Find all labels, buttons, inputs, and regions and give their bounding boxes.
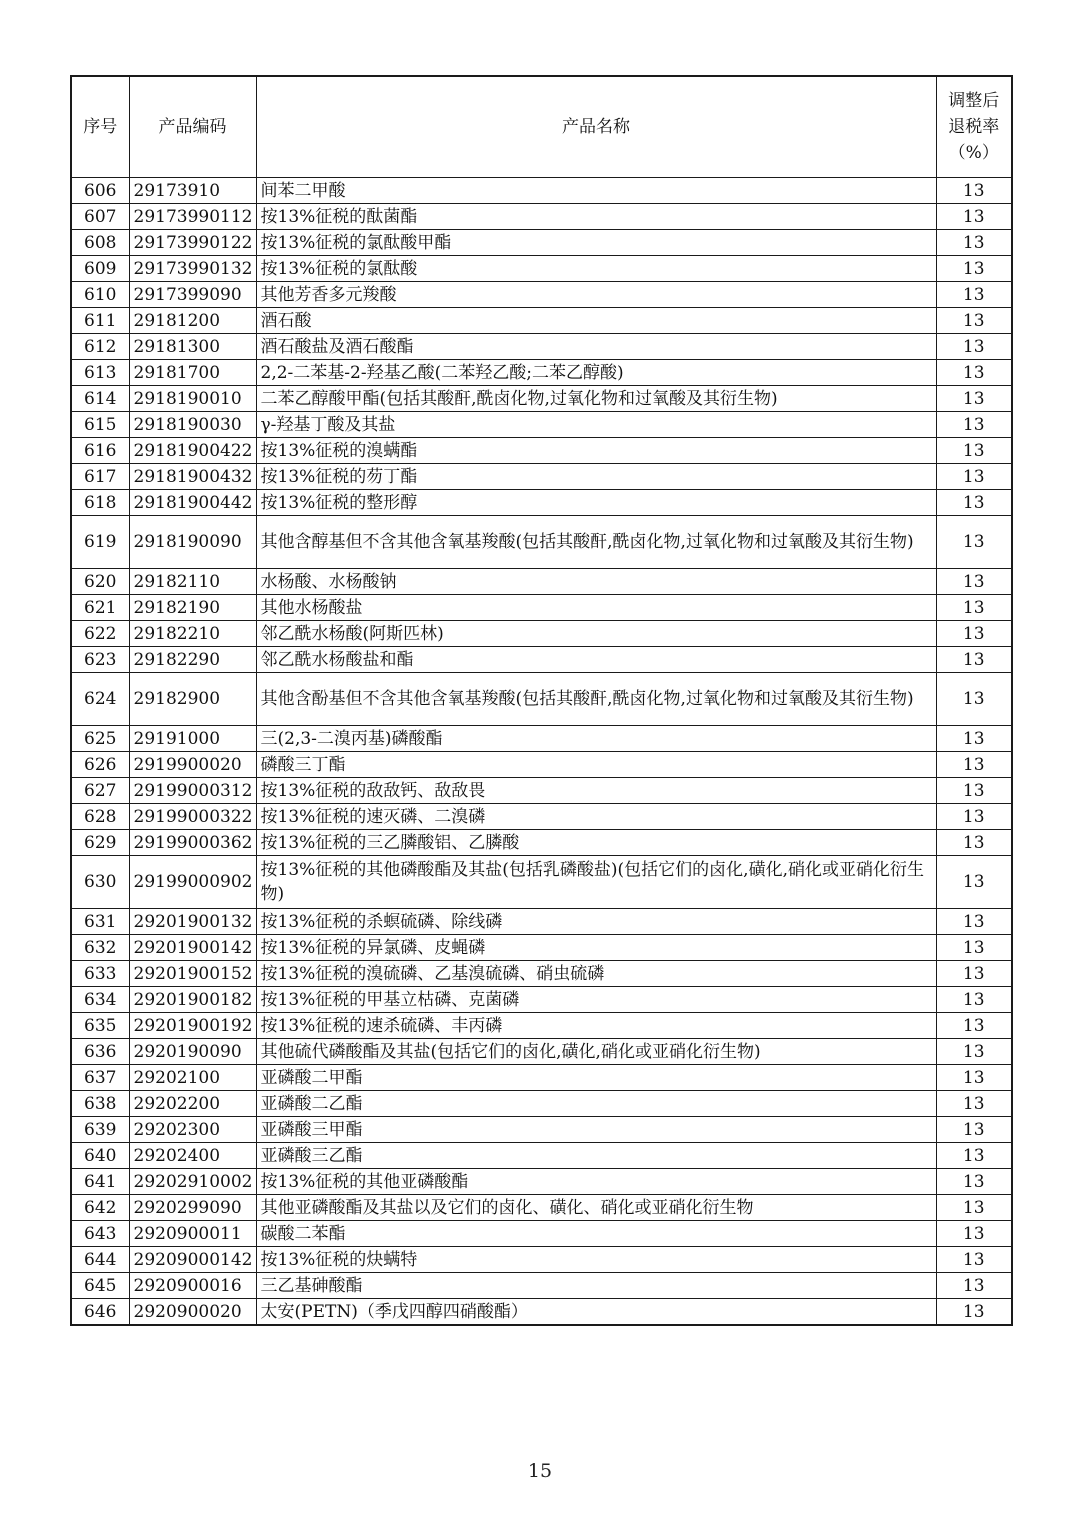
cell-name: 二苯乙醇酸甲酯(包括其酸酐,酰卤化物,过氧化物和过氧酸及其衍生物)	[256, 386, 936, 412]
cell-rate: 13	[936, 464, 1012, 490]
table-row	[71, 464, 1012, 490]
table-row	[71, 1117, 1012, 1143]
cell-name: 磷酸三丁酯	[256, 752, 936, 778]
cell-seq: 618	[71, 490, 129, 516]
table-row	[71, 386, 1012, 412]
cell-rate: 13	[936, 386, 1012, 412]
cell-name: 三乙基砷酸酯	[256, 1273, 936, 1299]
cell-rate: 13	[936, 1273, 1012, 1299]
table-header	[71, 76, 1012, 178]
table-row	[71, 1273, 1012, 1299]
table-row	[71, 1169, 1012, 1195]
cell-name: 按13%征税的整形醇	[256, 490, 936, 516]
cell-code: 29173910	[129, 178, 256, 204]
table-row	[71, 1013, 1012, 1039]
cell-name: 按13%征税的溴硫磷、乙基溴硫磷、硝虫硫磷	[256, 961, 936, 987]
cell-seq: 630	[71, 856, 129, 909]
cell-code: 29199000312	[129, 778, 256, 804]
cell-code: 29202200	[129, 1091, 256, 1117]
cell-rate: 13	[936, 204, 1012, 230]
cell-code: 2918190030	[129, 412, 256, 438]
table-row	[71, 360, 1012, 386]
cell-code: 29191000	[129, 726, 256, 752]
table-row	[71, 909, 1012, 935]
cell-name: 其他含醇基但不含其他含氧基羧酸(包括其酸酐,酰卤化物,过氧化物和过氧酸及其衍生物)	[256, 516, 936, 569]
header-code: 产品编码	[129, 76, 256, 178]
cell-rate: 13	[936, 673, 1012, 726]
table-row	[71, 412, 1012, 438]
cell-seq: 622	[71, 621, 129, 647]
cell-seq: 617	[71, 464, 129, 490]
table-row	[71, 516, 1012, 569]
cell-seq: 606	[71, 178, 129, 204]
cell-code: 2919900020	[129, 752, 256, 778]
cell-seq: 628	[71, 804, 129, 830]
table-row	[71, 438, 1012, 464]
cell-rate: 13	[936, 1013, 1012, 1039]
header-seq: 序号	[71, 76, 129, 178]
cell-name: γ-羟基丁酸及其盐	[256, 412, 936, 438]
cell-code: 29182110	[129, 569, 256, 595]
cell-code: 2920900020	[129, 1299, 256, 1326]
cell-rate: 13	[936, 178, 1012, 204]
cell-seq: 619	[71, 516, 129, 569]
cell-seq: 611	[71, 308, 129, 334]
cell-name: 其他含酚基但不含其他含氧基羧酸(包括其酸酐,酰卤化物,过氧化物和过氧酸及其衍生物)	[256, 673, 936, 726]
cell-seq: 616	[71, 438, 129, 464]
cell-name: 按13%征税的溴螨酯	[256, 438, 936, 464]
cell-seq: 640	[71, 1143, 129, 1169]
cell-name: 酒石酸	[256, 308, 936, 334]
table-row	[71, 282, 1012, 308]
cell-seq: 620	[71, 569, 129, 595]
cell-rate: 13	[936, 1195, 1012, 1221]
cell-code: 29173990132	[129, 256, 256, 282]
table-row	[71, 673, 1012, 726]
cell-name: 三(2,3-二溴丙基)磷酸酯	[256, 726, 936, 752]
cell-seq: 632	[71, 935, 129, 961]
cell-rate: 13	[936, 1065, 1012, 1091]
cell-code: 29202910002	[129, 1169, 256, 1195]
cell-code: 29182290	[129, 647, 256, 673]
cell-rate: 13	[936, 909, 1012, 935]
cell-rate: 13	[936, 1247, 1012, 1273]
header-row	[71, 76, 1012, 178]
header-rate	[936, 76, 1012, 178]
cell-code: 2920190090	[129, 1039, 256, 1065]
cell-code: 29182900	[129, 673, 256, 726]
cell-name: 其他硫代磷酸酯及其盐(包括它们的卤化,磺化,硝化或亚硝化衍生物)	[256, 1039, 936, 1065]
cell-rate: 13	[936, 1117, 1012, 1143]
cell-seq: 610	[71, 282, 129, 308]
cell-seq: 645	[71, 1273, 129, 1299]
cell-name: 按13%征税的其他亚磷酸酯	[256, 1169, 936, 1195]
cell-rate: 13	[936, 987, 1012, 1013]
cell-rate: 13	[936, 647, 1012, 673]
table-body	[71, 178, 1012, 1326]
cell-seq: 615	[71, 412, 129, 438]
cell-rate: 13	[936, 308, 1012, 334]
cell-code: 29201900132	[129, 909, 256, 935]
cell-rate: 13	[936, 1039, 1012, 1065]
table-row	[71, 830, 1012, 856]
table-row	[71, 621, 1012, 647]
table-row	[71, 334, 1012, 360]
cell-name: 亚磷酸三甲酯	[256, 1117, 936, 1143]
cell-seq: 629	[71, 830, 129, 856]
cell-name: 按13%征税的速灭磷、二溴磷	[256, 804, 936, 830]
cell-code: 29173990122	[129, 230, 256, 256]
cell-seq: 631	[71, 909, 129, 935]
cell-name: 亚磷酸二甲酯	[256, 1065, 936, 1091]
cell-code: 29202300	[129, 1117, 256, 1143]
cell-name: 碳酸二苯酯	[256, 1221, 936, 1247]
cell-code: 29199000322	[129, 804, 256, 830]
cell-rate: 13	[936, 1299, 1012, 1326]
cell-code: 29182210	[129, 621, 256, 647]
cell-name: 按13%征税的甲基立枯磷、克菌磷	[256, 987, 936, 1013]
cell-name: 按13%征税的异氯磷、皮蝇磷	[256, 935, 936, 961]
cell-code: 29182190	[129, 595, 256, 621]
cell-seq: 625	[71, 726, 129, 752]
cell-seq: 642	[71, 1195, 129, 1221]
cell-name: 其他亚磷酸酯及其盐以及它们的卤化、磺化、硝化或亚硝化衍生物	[256, 1195, 936, 1221]
cell-rate: 13	[936, 1221, 1012, 1247]
cell-rate: 13	[936, 282, 1012, 308]
header-rate-line-2: 退税率	[948, 117, 1000, 137]
cell-name: 邻乙酰水杨酸盐和酯	[256, 647, 936, 673]
cell-code: 29199000902	[129, 856, 256, 909]
header-rate-line-1: 调整后	[948, 91, 1000, 111]
table-row	[71, 935, 1012, 961]
cell-rate: 13	[936, 804, 1012, 830]
cell-name: 间苯二甲酸	[256, 178, 936, 204]
cell-rate: 13	[936, 961, 1012, 987]
cell-seq: 633	[71, 961, 129, 987]
cell-rate: 13	[936, 516, 1012, 569]
cell-name: 按13%征税的氯酞酸	[256, 256, 936, 282]
cell-rate: 13	[936, 569, 1012, 595]
table-row	[71, 856, 1012, 909]
cell-code: 29201900192	[129, 1013, 256, 1039]
cell-rate: 13	[936, 1091, 1012, 1117]
cell-rate: 13	[936, 778, 1012, 804]
cell-name: 按13%征税的杀螟硫磷、除线磷	[256, 909, 936, 935]
table-row	[71, 987, 1012, 1013]
table-row	[71, 752, 1012, 778]
cell-rate: 13	[936, 438, 1012, 464]
cell-code: 29202100	[129, 1065, 256, 1091]
table-row	[71, 256, 1012, 282]
cell-rate: 13	[936, 726, 1012, 752]
cell-seq: 609	[71, 256, 129, 282]
cell-name: 按13%征税的敌敌钙、敌敌畏	[256, 778, 936, 804]
table-row	[71, 1195, 1012, 1221]
cell-rate: 13	[936, 856, 1012, 909]
cell-rate: 13	[936, 360, 1012, 386]
cell-name: 水杨酸、水杨酸钠	[256, 569, 936, 595]
cell-code: 29201900152	[129, 961, 256, 987]
table-row	[71, 595, 1012, 621]
rebate-rate-table	[70, 75, 1013, 1326]
table-row	[71, 569, 1012, 595]
cell-rate: 13	[936, 595, 1012, 621]
cell-code: 29202400	[129, 1143, 256, 1169]
table-row	[71, 308, 1012, 334]
cell-name: 按13%征税的速杀硫磷、丰丙磷	[256, 1013, 936, 1039]
cell-code: 29209000142	[129, 1247, 256, 1273]
cell-seq: 643	[71, 1221, 129, 1247]
cell-seq: 621	[71, 595, 129, 621]
cell-code: 29181200	[129, 308, 256, 334]
cell-name: 按13%征税的酞菌酯	[256, 204, 936, 230]
header-name: 产品名称	[256, 76, 936, 178]
table-row	[71, 1065, 1012, 1091]
cell-code: 29201900142	[129, 935, 256, 961]
cell-code: 2920900016	[129, 1273, 256, 1299]
cell-name: 亚磷酸三乙酯	[256, 1143, 936, 1169]
cell-rate: 13	[936, 752, 1012, 778]
table-row	[71, 1221, 1012, 1247]
cell-seq: 623	[71, 647, 129, 673]
cell-name: 太安(PETN)（季戊四醇四硝酸酯）	[256, 1299, 936, 1326]
table-row	[71, 778, 1012, 804]
table-row	[71, 178, 1012, 204]
table-row	[71, 1091, 1012, 1117]
cell-name: 按13%征税的其他磷酸酯及其盐(包括乳磷酸盐)(包括它们的卤化,磺化,硝化或亚硝化衍生物)	[256, 856, 936, 909]
cell-code: 29201900182	[129, 987, 256, 1013]
cell-rate: 13	[936, 1143, 1012, 1169]
cell-name: 其他水杨酸盐	[256, 595, 936, 621]
cell-code: 29181900432	[129, 464, 256, 490]
cell-name: 按13%征税的氯酞酸甲酯	[256, 230, 936, 256]
table-row	[71, 804, 1012, 830]
cell-seq: 612	[71, 334, 129, 360]
table-row	[71, 726, 1012, 752]
cell-rate: 13	[936, 256, 1012, 282]
table-row	[71, 1299, 1012, 1326]
cell-seq: 638	[71, 1091, 129, 1117]
cell-code: 29181900422	[129, 438, 256, 464]
cell-name: 按13%征税的炔螨特	[256, 1247, 936, 1273]
cell-seq: 624	[71, 673, 129, 726]
cell-code: 29181700	[129, 360, 256, 386]
cell-rate: 13	[936, 490, 1012, 516]
cell-name: 按13%征税的芴丁酯	[256, 464, 936, 490]
cell-seq: 607	[71, 204, 129, 230]
header-rate-line-3: （%）	[948, 143, 999, 163]
cell-seq: 641	[71, 1169, 129, 1195]
cell-seq: 626	[71, 752, 129, 778]
cell-seq: 637	[71, 1065, 129, 1091]
cell-code: 2920900011	[129, 1221, 256, 1247]
cell-seq: 635	[71, 1013, 129, 1039]
cell-rate: 13	[936, 230, 1012, 256]
cell-seq: 614	[71, 386, 129, 412]
cell-rate: 13	[936, 830, 1012, 856]
cell-seq: 627	[71, 778, 129, 804]
table-row	[71, 647, 1012, 673]
table-row	[71, 1143, 1012, 1169]
table-row	[71, 1247, 1012, 1273]
cell-rate: 13	[936, 1169, 1012, 1195]
cell-name: 酒石酸盐及酒石酸酯	[256, 334, 936, 360]
cell-code: 29173990112	[129, 204, 256, 230]
cell-rate: 13	[936, 621, 1012, 647]
cell-name: 其他芳香多元羧酸	[256, 282, 936, 308]
cell-code: 29181900442	[129, 490, 256, 516]
cell-rate: 13	[936, 412, 1012, 438]
table-row	[71, 1039, 1012, 1065]
page-number: 15	[527, 1460, 553, 1482]
cell-seq: 644	[71, 1247, 129, 1273]
table-row	[71, 230, 1012, 256]
cell-name: 邻乙酰水杨酸(阿斯匹林)	[256, 621, 936, 647]
cell-seq: 646	[71, 1299, 129, 1326]
cell-code: 2920299090	[129, 1195, 256, 1221]
cell-seq: 613	[71, 360, 129, 386]
cell-name: 按13%征税的三乙膦酸铝、乙膦酸	[256, 830, 936, 856]
cell-code: 29199000362	[129, 830, 256, 856]
cell-code: 2918190090	[129, 516, 256, 569]
cell-code: 2917399090	[129, 282, 256, 308]
cell-seq: 636	[71, 1039, 129, 1065]
cell-name: 亚磷酸二乙酯	[256, 1091, 936, 1117]
table-row	[71, 204, 1012, 230]
cell-code: 29181300	[129, 334, 256, 360]
cell-rate: 13	[936, 935, 1012, 961]
cell-seq: 608	[71, 230, 129, 256]
cell-rate: 13	[936, 334, 1012, 360]
cell-seq: 634	[71, 987, 129, 1013]
cell-name: 2,2-二苯基-2-羟基乙酸(二苯羟乙酸;二苯乙醇酸)	[256, 360, 936, 386]
cell-seq: 639	[71, 1117, 129, 1143]
cell-code: 2918190010	[129, 386, 256, 412]
table-row	[71, 961, 1012, 987]
table-row	[71, 490, 1012, 516]
